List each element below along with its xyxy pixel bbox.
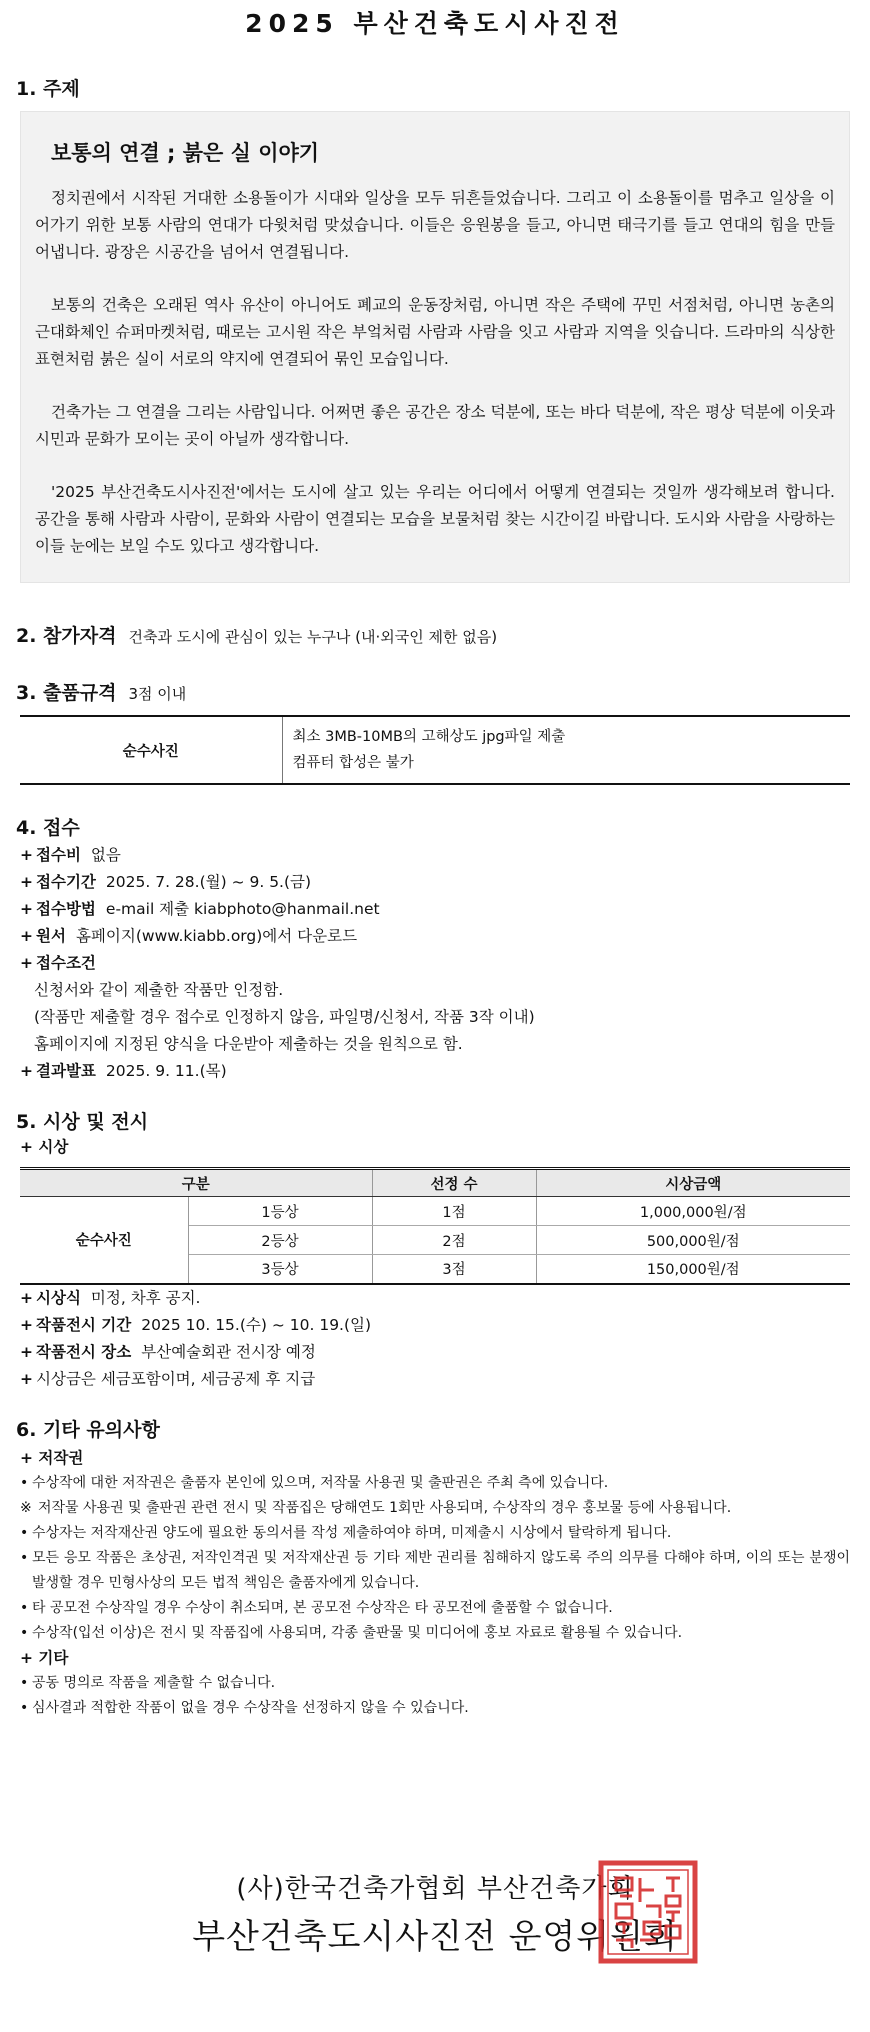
award-amount: 500,000원/점 xyxy=(536,1226,850,1255)
condition-line: (작품만 제출할 경우 접수로 인정하지 않음, 파일명/신청서, 작품 3작 이내) xyxy=(34,1008,535,1026)
section-theme-heading: 1. 주제 xyxy=(16,78,80,100)
list-item: + 작품전시 기간 2025 10. 15.(수) ~ 10. 19.(일) xyxy=(20,1315,372,1334)
section-eligibility-heading: 2. 참가자격 xyxy=(16,625,117,647)
note-item: • 수상작에 대한 저작권은 출품자 본인에 있으며, 저작물 사용권 및 출판권은 주최 측에 있습니다. xyxy=(20,1474,609,1491)
eligibility-text: 건축과 도시에 관심이 있는 누구나 (내·외국인 제한 없음) xyxy=(128,628,498,646)
list-item: + 시상금은 세금포함이며, 세금공제 후 지급 xyxy=(20,1369,316,1388)
list-item: + 접수기간 2025. 7. 28.(월) ~ 9. 5.(금) xyxy=(20,873,312,891)
organizer-footer xyxy=(0,1868,870,1958)
award-count: 3점 xyxy=(372,1255,536,1284)
award-amount: 150,000원/점 xyxy=(646,1262,740,1279)
award-count: 2점 xyxy=(372,1226,536,1255)
note-item: • 심사결과 적합한 작품이 없을 경우 수상작을 선정하지 않을 수 있습니다. xyxy=(20,1699,469,1716)
section-spec xyxy=(16,678,850,705)
section-award-heading: 5. 시상 및 전시 xyxy=(16,1111,149,1133)
official-seal-icon xyxy=(598,1860,698,1964)
note-item: • 수상작(입선 이상)은 전시 및 작품집에 사용되며, 각종 출판물 및 미디어에 홍보 자료로 활용될 수 있습니다. xyxy=(20,1624,683,1641)
theme-paragraph: 정치권에서 시작된 거대한 소용돌이가 시대와 일상을 모두 뒤흔들었습니다. 그리고 이 소용돌이를 멈추고 일상을 이어가기 위한 보통 사람의 연대가 다윗처럼 맞섰습니다. 이들은 응원봉을 들고, 아니면 태극기를 들고 연대의 힘을 만들어냅니다. 광장은 시공간을 넘어서 연결됩니다. xyxy=(35,189,835,261)
section-submission-heading: 4. 접수 xyxy=(16,817,80,839)
spec-detail xyxy=(282,716,850,784)
theme-paragraph: 건축가는 그 연결을 그리는 사람입니다. 어쩌면 좋은 공간은 장소 덕분에, 또는 바다 덕분에, 작은 평상 덕분에 이웃과 시민과 문화가 모이는 곳이 아닐까 생각합니다. xyxy=(35,403,835,448)
award-amount: 1,000,000원/점 xyxy=(536,1197,850,1226)
notes-block xyxy=(20,1446,850,1721)
copyright-heading: + 저작권 xyxy=(20,1448,84,1467)
award-table xyxy=(20,1167,850,1285)
theme-box xyxy=(20,111,850,583)
spec-text: 3점 이내 xyxy=(128,685,187,703)
note-item: ※ 저작물 사용권 및 출판권 관련 전시 및 작품집은 당해연도 1회만 사용되며, 수상작의 경우 홍보물 등에 사용됩니다. xyxy=(20,1499,732,1516)
award-rank: 3등상 xyxy=(188,1255,372,1284)
award-count: 1점 xyxy=(372,1197,536,1226)
award-header-amount: 시상금액 xyxy=(536,1169,850,1197)
award-subheading: + 시상 xyxy=(20,1138,69,1156)
spec-category: 순수사진 xyxy=(20,716,282,784)
submission-list xyxy=(20,842,850,1085)
condition-line: 신청서와 같이 제출한 작품만 인정함. xyxy=(34,981,284,999)
note-item: • 모든 응모 작품은 초상권, 저작인격권 및 저작재산권 등 기타 제반 권리를 침해하지 않도록 주의 의무를 다해야 하며, 이의 또는 분쟁이 발생할 경우 민형사상의 모든 법적 책임은 출품자에게 있습니다. xyxy=(20,1549,850,1591)
note-item: • 타 공모전 수상작일 경우 수상이 취소되며, 본 공모전 수상작은 타 공모전에 출품할 수 없습니다. xyxy=(20,1599,613,1616)
spec-table xyxy=(20,715,850,785)
list-item: + 접수방법 e-mail 제출 kiabphoto@hanmail.net xyxy=(20,900,380,918)
list-item: + 접수비 없음 xyxy=(20,846,121,864)
organizer-line-1: (사)한국건축가협회 부산건축가회 xyxy=(236,1874,634,1904)
award-header-count: 선정 수 xyxy=(372,1169,536,1197)
award-header-category: 구분 xyxy=(20,1169,372,1197)
theme-paragraph: '2025 부산건축도시사진전'에서는 도시에 살고 있는 우리는 어디에서 어떻게 연결되는 것일까 생각해보려 합니다. 공간을 통해 사람과 사람이, 문화와 사람이 연결되는 모습을 보물처럼 찾는 시간이길 바랍니다. 도시와 사람을 사랑하는 이들 눈에는 보일 수도 있다고 생각합니다. xyxy=(35,483,835,555)
list-item: + 결과발표 2025. 9. 11.(목) xyxy=(20,1062,227,1080)
organizer-line-2: 부산건축도시사진전 운영위원회 xyxy=(192,1917,678,1957)
theme-paragraph: 보통의 건축은 오래된 역사 유산이 아니어도 폐교의 운동장처럼, 아니면 작은 주택에 꾸민 서점처럼, 아니면 농촌의 근대화체인 슈퍼마켓처럼, 때로는 고시원 작은 부엌처럼 사람과 사람을 잇고 사람과 지역을 잇습니다. 드라마의 식상한 표현처럼 붉은 실이 서로의 약지에 연결되어 묶인 모습입니다. xyxy=(35,296,835,368)
table-row xyxy=(20,1197,850,1226)
spec-line: 컴퓨터 합성은 불가 xyxy=(292,755,414,771)
list-item: + 접수조건 xyxy=(20,954,96,972)
section-eligibility xyxy=(16,621,850,648)
section-spec-heading: 3. 출품규격 xyxy=(16,682,117,704)
condition-line: 홈페이지에 지정된 양식을 다운받아 제출하는 것을 원칙으로 함. xyxy=(34,1035,463,1053)
award-category: 순수사진 xyxy=(20,1197,188,1284)
award-rank: 1등상 xyxy=(188,1197,372,1226)
exhibition-list xyxy=(20,1285,850,1393)
etc-heading: + 기타 xyxy=(20,1648,69,1667)
list-item: + 작품전시 장소 부산예술회관 전시장 예정 xyxy=(20,1342,316,1361)
note-item: • 공동 명의로 작품을 제출할 수 없습니다. xyxy=(20,1674,276,1691)
section-notes-heading: 6. 기타 유의사항 xyxy=(16,1418,160,1441)
list-item: + 시상식 미정, 차후 공지. xyxy=(20,1288,201,1307)
spec-line: 최소 3MB-10MB의 고해상도 jpg파일 제출 xyxy=(292,729,566,745)
note-item: • 수상자는 저작재산권 양도에 필요한 동의서를 작성 제출하여야 하며, 미제출시 시상에서 탈락하게 됩니다. xyxy=(20,1524,672,1541)
award-rank: 2등상 xyxy=(188,1226,372,1255)
list-item: + 원서 홈페이지(www.kiabb.org)에서 다운로드 xyxy=(20,927,358,945)
theme-title: 보통의 연결 ; 붉은 실 이야기 xyxy=(51,141,320,165)
document-title: 2025 부산건축도시사진전 xyxy=(245,9,625,38)
